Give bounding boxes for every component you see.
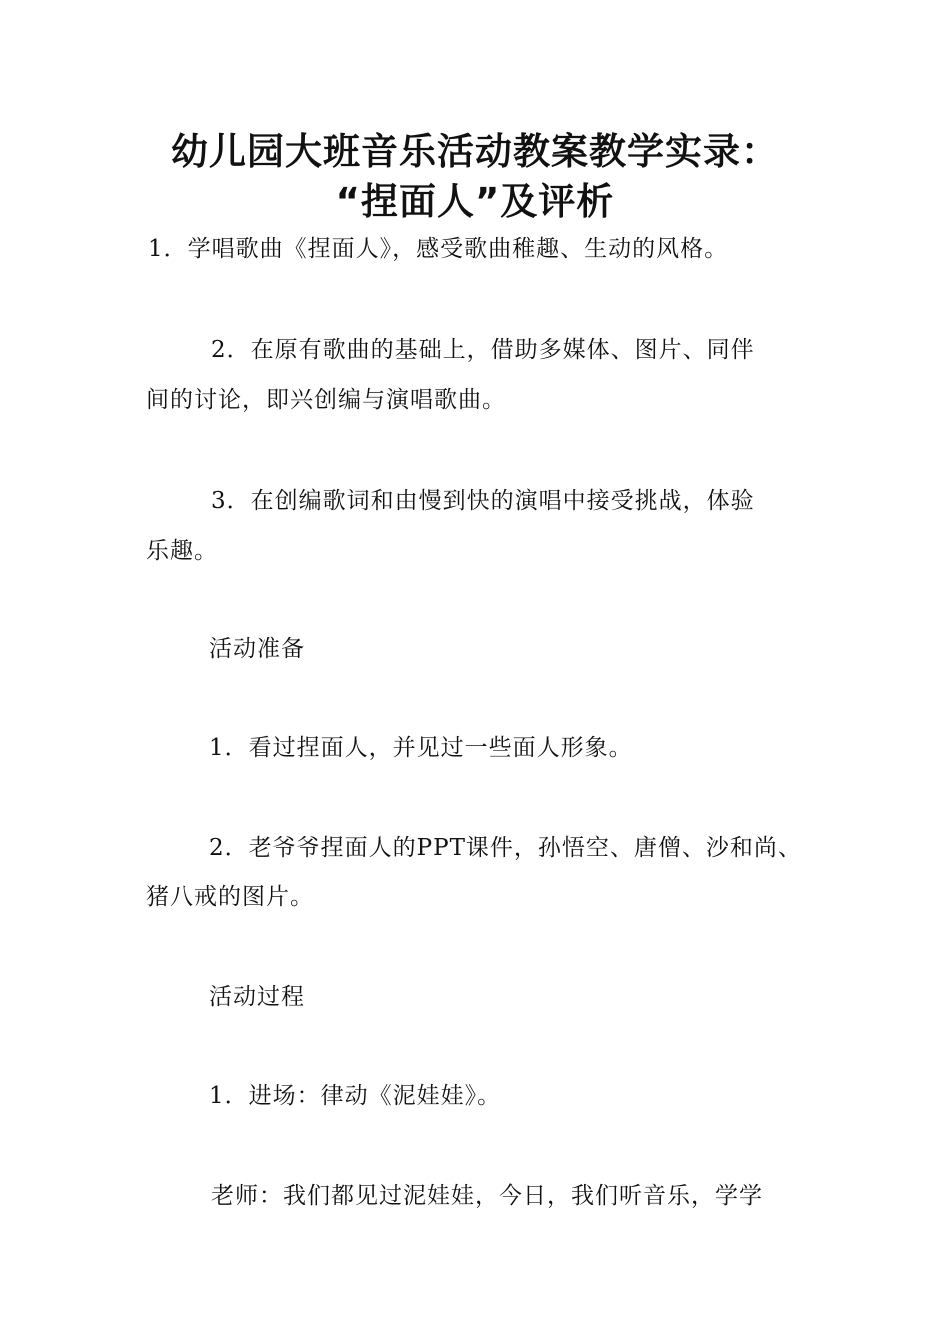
paragraph-preparation-2-line-1: 2．老爷爷捏面人的PPT课件，孙悟空、唐僧、沙和尚、 [209, 835, 802, 861]
document-title-line-1: 幼儿园大班音乐活动教案教学实录： [171, 130, 779, 173]
paragraph-process-1-teacher: 老师：我们都见过泥娃娃，今日，我们听音乐，学学 [211, 1183, 763, 1209]
paragraph-objective-3-line-1: 3．在创编歌词和由慢到快的演唱中接受挑战，体验 [211, 488, 755, 514]
paragraph-objective-3-line-2: 乐趣。 [146, 538, 218, 564]
section-heading-preparation: 活动准备 [209, 636, 305, 662]
section-heading-process: 活动过程 [209, 984, 305, 1010]
document-title-line-2: “捏面人”及评析 [335, 180, 615, 223]
paragraph-preparation-2-line-2: 猪八戒的图片。 [146, 884, 314, 910]
paragraph-objective-2-line-1: 2．在原有歌曲的基础上，借助多媒体、图片、同伴 [211, 337, 755, 363]
paragraph-process-1: 1．进场：律动《泥娃娃》。 [209, 1083, 502, 1109]
paragraph-objective-1: 1．学唱歌曲《捏面人》，感受歌曲稚趣、生动的风格。 [148, 236, 729, 262]
paragraph-preparation-1: 1．看过捏面人，并见过一些面人形象。 [209, 735, 633, 761]
paragraph-objective-2-line-2: 间的讨论，即兴创编与演唱歌曲。 [146, 387, 506, 413]
